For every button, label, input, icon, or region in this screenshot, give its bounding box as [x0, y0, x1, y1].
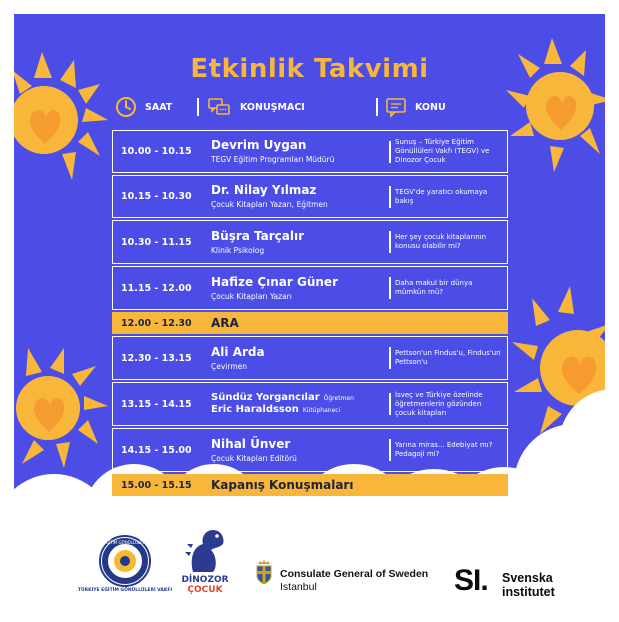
- row-time: 10.00 - 10.15: [121, 146, 192, 157]
- row-time: 14.15 - 15.00: [121, 444, 192, 456]
- header-topic-label: KONU: [415, 101, 446, 113]
- row-time: 12.30 - 13.15: [121, 352, 192, 364]
- speaker-name: Dr. Nilay Yılmaz: [211, 183, 317, 197]
- institutet-word: institutet: [502, 585, 555, 599]
- tegv-ring-text: EĞİTİM GÖNÜLLÜLERİ: [103, 540, 147, 545]
- schedule-row: [112, 130, 508, 173]
- speaker-role: TEGV Eğitim Programları Müdürü: [211, 155, 335, 164]
- poster-panel: [14, 14, 605, 608]
- row-time: 15.00 - 15.15: [121, 479, 192, 491]
- tegv-caption: TÜRKİYE EĞİTİM GÖNÜLLÜLERİ VAKFI: [77, 588, 173, 593]
- header-speaker: [206, 92, 305, 122]
- speech-bubbles-icon: [206, 96, 232, 118]
- speaker-name: Eric Haraldsson: [211, 404, 299, 415]
- schedule-row: [112, 266, 508, 310]
- schedule-row: [112, 220, 508, 264]
- speaker-role: Çocuk Kitapları Editörü: [211, 453, 297, 463]
- si-logo-mark: SI.: [454, 564, 488, 597]
- row-speaker: [211, 383, 354, 425]
- row-time: 11.15 - 12.00: [121, 282, 192, 294]
- row-topic: TEGV'de yaratıcı okumaya bakış: [389, 176, 503, 217]
- header-time: [115, 92, 172, 122]
- row-speaker: [211, 429, 297, 471]
- speaker-role: Klinik Psikolog: [211, 245, 265, 255]
- clouds-decoration: [14, 14, 605, 608]
- dinozor-word: DİNOZOR: [181, 575, 229, 585]
- schedule-row: [112, 336, 508, 380]
- row-topic: Daha makul bir dünya mümkün mü?: [389, 267, 503, 309]
- row-time: 10.30 - 11.15: [121, 236, 192, 248]
- schedule-row: [112, 382, 508, 426]
- svenska-word: Svenska: [502, 571, 553, 585]
- speaker-role: Öğretmen: [323, 395, 354, 402]
- header-divider: [197, 98, 199, 116]
- schedule-row: [112, 175, 508, 218]
- row-topic: İsveç ve Türkiye özelinde öğretmenlerin gözünden çocuk kitapları: [389, 383, 503, 425]
- speaker-role: Kütüphaneci: [302, 407, 341, 414]
- row-time: 12.00 - 12.30: [121, 317, 192, 329]
- closing-row: [112, 474, 508, 496]
- header-divider: [376, 98, 378, 116]
- speaker-name: Hafize Çınar Güner: [211, 274, 338, 289]
- row-speaker: [211, 221, 304, 263]
- cocuk-word: ÇOCUK: [187, 585, 223, 594]
- swedish-crest-icon: [254, 560, 274, 586]
- header-topic: [385, 92, 446, 122]
- closing-label: Kapanış Konuşmaları: [211, 478, 354, 492]
- speaker-role: Çevirmen: [211, 361, 247, 371]
- chat-bubble-icon: [385, 96, 407, 118]
- speaker-name: Ali Arda: [211, 344, 265, 359]
- row-topic: Her şey çocuk kitaplarının konusu olabilir mi?: [389, 221, 503, 263]
- break-label: ARA: [211, 316, 239, 330]
- row-speaker: [211, 313, 239, 333]
- break-row: [112, 312, 508, 334]
- page-title: Etkinlik Takvimi: [190, 54, 429, 84]
- row-speaker: [211, 176, 328, 217]
- row-speaker: [211, 475, 353, 495]
- row-speaker: [211, 267, 338, 309]
- svenska-institutet-logo: [502, 571, 555, 599]
- speaker-name: Sündüz Yorgancılar: [211, 392, 320, 403]
- speaker-name-2: [211, 404, 354, 416]
- row-speaker: [211, 131, 334, 172]
- speaker-name-1: [211, 392, 354, 404]
- header-time-label: SAAT: [145, 101, 173, 113]
- speaker-role: Çocuk Kitapları Yazarı: [211, 291, 292, 301]
- consulate-city: Istanbul: [280, 581, 317, 593]
- row-speaker: [211, 337, 265, 379]
- speaker-role: Çocuk Kitapları Yazarı, Eğitmen: [211, 200, 328, 209]
- speaker-name: Büşra Tarçalır: [211, 228, 305, 243]
- speaker-name: Devrim Uygan: [211, 138, 307, 152]
- dinozor-cocuk-logo-icon: [179, 522, 231, 594]
- row-topic: Yarına miras... Edebiyat mı? Pedagoji mi?: [389, 429, 503, 471]
- row-topic: Pettson'un Findus'u, Findus'un Pettson'u: [389, 337, 503, 379]
- row-topic: Sunuş – Türkiye Eğitim Gönüllüleri Vakfı (TEGV) ve Dinozor Çocuk: [389, 131, 503, 172]
- row-time: 13.15 - 14.15: [121, 398, 192, 410]
- row-time: 10.15 - 10.30: [121, 191, 192, 202]
- header-speaker-label: KONUŞMACI: [240, 101, 305, 113]
- speaker-name: Nihal Ünver: [211, 436, 291, 451]
- consulate-name: Consulate General of Sweden: [280, 568, 429, 580]
- schedule-row: [112, 428, 508, 472]
- tegv-logo-icon: [98, 534, 152, 588]
- clock-icon: [115, 96, 137, 118]
- consulate-logo: [280, 568, 428, 594]
